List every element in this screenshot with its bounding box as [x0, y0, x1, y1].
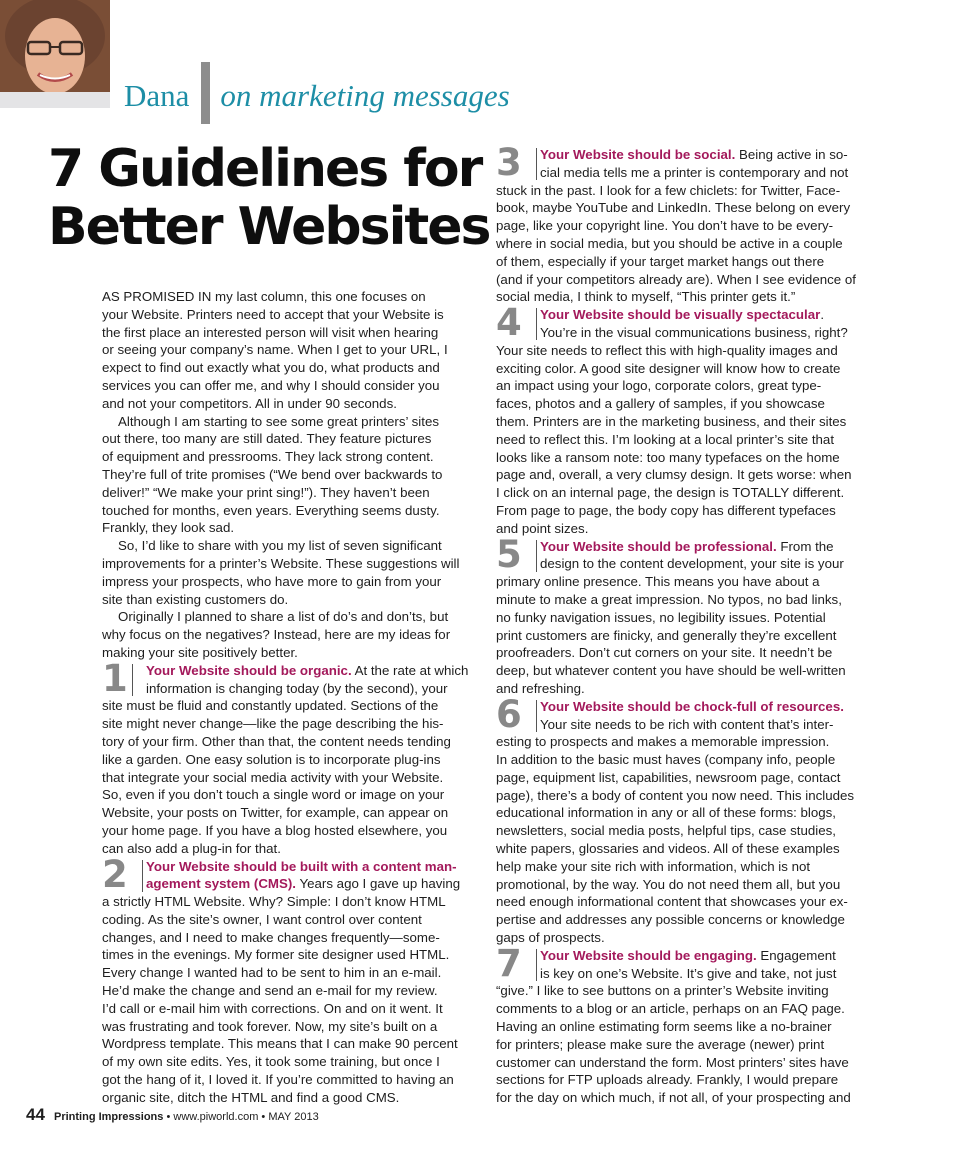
- guideline-number-divider: [142, 860, 143, 892]
- guideline-number-divider: [536, 148, 537, 180]
- guideline-line: customer can understand the form. Most printers’ sites have: [496, 1054, 849, 1070]
- guideline-line: “give.” I like to see buttons on a printer’s Website inviting: [496, 983, 829, 999]
- intro-line: impress your prospects, who have more to gain from your: [102, 573, 442, 589]
- guideline-line: help make your site rich with information, which is not: [496, 858, 811, 874]
- guideline-5: [496, 532, 858, 698]
- guideline-line: pertise and addresses any possible concerns or knowledge: [496, 912, 845, 928]
- guideline-number: 4: [496, 301, 522, 345]
- issue-date: MAY 2013: [268, 1111, 319, 1123]
- guideline-number: 3: [496, 141, 522, 184]
- guideline-line: faces, photos and a gallery of samples, if you showcase: [496, 396, 825, 412]
- guideline-line: changes, and I need to make changes frequently—some-: [102, 929, 440, 945]
- guideline-line: need to reflect this. I’m looking at a local printer’s site that: [496, 431, 835, 447]
- guideline-number-divider: [536, 949, 537, 981]
- guideline-line: them. Printers are in the marketing business, and their sites: [496, 413, 847, 429]
- guideline-inset-line: information is changing today (by the second), your: [146, 680, 448, 696]
- guideline-title-line: [102, 858, 462, 876]
- guideline-inset-line: You’re in the visual communications business, right?: [540, 324, 848, 340]
- guideline-line: an impact using your logo, corporate colors, great type-: [496, 378, 822, 394]
- intro-line: touched for months, even years. Everything seems dusty.: [102, 502, 440, 518]
- guideline-line: (and if your competitors already are). When I see evidence of: [496, 271, 856, 287]
- guideline-line: He’d make the change and send an e-mail for my review.: [102, 983, 438, 999]
- intro-line: So, I’d like to share with you my list of seven significant: [118, 538, 442, 554]
- headline-line-2: Better Websites: [48, 197, 490, 257]
- intro-line: or seeing your company’s name. When I get to your URL, I: [102, 342, 448, 358]
- guideline-line: In addition to the basic must haves (company info, people: [496, 752, 836, 768]
- guideline-inset-text: Engagement: [760, 947, 836, 963]
- guideline-inset-text: At the rate at which: [354, 662, 469, 678]
- guideline-line: page, equipment list, capabilities, newsroom page, contact: [496, 769, 841, 785]
- guideline-line: book, maybe YouTube and LinkedIn. These belong on every: [496, 200, 851, 216]
- guideline-line: Having an online estimating form seems like a no-brainer: [496, 1019, 832, 1035]
- guideline-title-line: [496, 698, 858, 716]
- guideline-title-line: [102, 662, 469, 680]
- page-footer: [26, 1105, 319, 1125]
- guideline-line: times in the evenings. My former site designer used HTML.: [102, 947, 450, 963]
- guideline-4: [496, 301, 858, 537]
- guideline-number-divider: [536, 540, 537, 572]
- guideline-title: Your Website should be visually spectacular: [540, 307, 821, 323]
- guideline-7: [496, 941, 858, 1107]
- guideline-line: of them, especially if your target market hangs out there: [496, 253, 825, 269]
- guideline-line: newsletters, social media posts, helpful tips, case studies,: [496, 823, 836, 839]
- guideline-number: 7: [496, 941, 522, 985]
- guideline-line: like a garden. One easy solution is to incorporate plug-ins: [102, 751, 441, 767]
- guideline-2: [102, 852, 462, 1107]
- page-number: 44: [26, 1105, 45, 1124]
- guideline-line: and refreshing.: [496, 680, 585, 696]
- guideline-title-line: [102, 875, 462, 893]
- guideline-line: sections for FTP uploads already. Frankly, I would prepare: [496, 1072, 839, 1088]
- guideline-line: gaps of prospects.: [496, 930, 605, 946]
- guideline-number: 6: [496, 692, 522, 736]
- intro-text: [102, 288, 462, 662]
- guideline-line: no funky navigation issues, no legibility issues. Potential: [496, 609, 826, 625]
- guideline-line: a strictly HTML Website. Why? Simple: I don’t know HTML: [102, 894, 446, 910]
- intro-line: Frankly, they look sad.: [102, 520, 235, 536]
- guideline-title-cont: agement system (CMS).: [146, 876, 296, 892]
- guideline-line: page), there’s a body of content you now need. This includes: [496, 787, 855, 803]
- guideline-number-divider: [536, 700, 537, 732]
- guideline-line: exciting color. A good site designer will know how to create: [496, 360, 841, 376]
- guideline-line: your home page. If you have a blog hosted elsewhere, you: [102, 822, 448, 838]
- guideline-inset-line: cial media tells me a printer is contemporary and not: [540, 164, 849, 180]
- guideline-line: stuck in the past. I look for a few chiclets: for Twitter, Face-: [496, 182, 841, 198]
- guideline-line: print customers are finicky, and generally they’re excellent: [496, 627, 837, 643]
- guideline-line: can also add a plug-in for that.: [102, 840, 281, 856]
- guideline-line: site might never change—like the page describing the his-: [102, 716, 444, 732]
- guideline-line: Every change I wanted had to be sent to him in an e-mail.: [102, 965, 442, 981]
- magazine-name: Printing Impressions: [53, 1111, 164, 1123]
- guideline-line: page, like your copyright line. You don’t have to be every-: [496, 218, 834, 234]
- guideline-line: coding. As the site’s owner, I want control over content: [102, 911, 422, 927]
- intro-line: They’re full of trite promises (“We bend over backwards to: [102, 466, 443, 482]
- guideline-line: for printers; please make sure the average (newer) print: [496, 1036, 825, 1052]
- guideline-line: primary online presence. This means you have about a: [496, 574, 820, 590]
- intro-line: expect to find out exactly what you do, what products and: [102, 360, 440, 376]
- guideline-1: [102, 656, 469, 858]
- guideline-title: Your Website should be organic.: [146, 662, 352, 678]
- column-tagline: on marketing messages: [220, 78, 510, 113]
- intro-line: improvements for a printer’s Website. These suggestions will: [102, 555, 460, 571]
- intro-line: out there, too many are still dated. They feature pictures: [102, 431, 432, 447]
- guideline-line: So, even if you don’t touch a single word or image on your: [102, 787, 445, 803]
- guideline-line: page and, overall, a very clumsy design. It gets worse: when: [496, 467, 852, 483]
- author-photo: [0, 0, 110, 108]
- guideline-line: comments to a blog or an article, perhaps on an FAQ page.: [496, 1001, 845, 1017]
- guideline-title: Your Website should be chock-full of resources.: [540, 698, 844, 714]
- guideline-inset-text: Years ago I gave up having: [299, 876, 461, 892]
- author-name: Dana: [124, 78, 190, 113]
- intro-line: site than existing customers do.: [102, 591, 289, 607]
- intro-line: making your site positively better.: [102, 644, 298, 660]
- guideline-line: and point sizes.: [496, 520, 589, 536]
- right-column: [496, 141, 858, 1107]
- footer-bullet: •: [261, 1111, 266, 1123]
- guideline-title-line: [496, 538, 858, 556]
- guideline-number-divider: [132, 664, 133, 696]
- guideline-line: deep, but whatever content you have should be well-written: [496, 663, 846, 679]
- guideline-number: 5: [496, 532, 522, 576]
- column-header: [124, 62, 510, 128]
- guideline-line: tory of your firm. Other than that, the content needs tending: [102, 733, 451, 749]
- guideline-line: got the hang of it, I loved it. If you’re committed to having an: [102, 1072, 454, 1088]
- guideline-inset-line: is key on one’s Website. It’s give and take, not just: [540, 965, 837, 981]
- guideline-line: where in social media, but you should be active in a couple: [496, 235, 843, 251]
- guideline-line: for the day on which much, if not all, of your prospecting and: [496, 1090, 851, 1106]
- intro-line: why focus on the negatives? Instead, here are my ideas for: [102, 627, 451, 643]
- guideline-title-line: [496, 146, 858, 164]
- guideline-line: educational information in any or all of these forms: blogs,: [496, 805, 836, 821]
- guideline-line: was frustrating and took forever. Now, my site’s built on a: [102, 1018, 438, 1034]
- guideline-inset-text: From the: [780, 538, 834, 554]
- guideline-title-line: [496, 306, 858, 324]
- intro-line: and not your competitors. All in under 90 seconds.: [102, 395, 397, 411]
- guideline-inset-text: .: [820, 307, 825, 323]
- guideline-line: proofreaders. Don’t cut corners on your site. It needn’t be: [496, 645, 833, 661]
- guideline-line: Wordpress template. This means that I can make 90 percent: [102, 1036, 458, 1052]
- guideline-title: Your Website should be professional.: [540, 538, 777, 554]
- guideline-line: esting to prospects and makes a memorable impression.: [496, 734, 830, 750]
- guideline-6: [496, 692, 858, 947]
- guideline-line: looks like a ransom note: too many typefaces on the home: [496, 449, 840, 465]
- article-headline: [48, 140, 489, 256]
- guideline-line: From page to page, the body copy has different typefaces: [496, 502, 836, 518]
- left-column: [102, 288, 469, 1107]
- guideline-3: [496, 141, 858, 306]
- guideline-line: social media, I think to myself, “This printer gets it.”: [496, 289, 796, 305]
- guideline-inset-line: Your site needs to be rich with content that’s inter-: [540, 716, 834, 732]
- intro-line: Originally I planned to share a list of do’s and don’ts, but: [118, 609, 449, 625]
- guideline-line: Your site needs to reflect this with high-quality images and: [496, 342, 838, 358]
- intro-line: deliver!” “We make your print sing!”). They haven’t been: [102, 484, 430, 500]
- guideline-line: minute to make a great impression. No typos, no bad links,: [496, 591, 842, 607]
- guideline-line: that integrate your social media activity with your Website.: [102, 769, 444, 785]
- guideline-inset-line: design to the content development, your site is your: [540, 556, 844, 572]
- magazine-website: www.piworld.com: [173, 1111, 259, 1123]
- guideline-line: of my own site edits. Yes, it took some training, but once I: [102, 1054, 440, 1070]
- guideline-line: promotional, by the way. You do not need them all, but you: [496, 876, 841, 892]
- guideline-title: Your Website should be engaging.: [540, 947, 757, 963]
- footer-bullet: •: [166, 1111, 171, 1123]
- header-divider: [201, 62, 210, 124]
- guideline-line: white papers, glossaries and videos. All of these examples: [496, 841, 840, 857]
- headline-line-1: 7 Guidelines for: [48, 139, 482, 199]
- guideline-line: need enough informational content that showcases your ex-: [496, 894, 848, 910]
- intro-line: AS PROMISED IN my last column, this one focuses on: [102, 289, 426, 304]
- intro-line: of equipment and pressrooms. They lack strong content.: [102, 449, 434, 465]
- guideline-number: 1: [102, 656, 128, 700]
- intro-line: the first place an interested person will visit when hearing: [102, 324, 439, 340]
- guideline-number-divider: [536, 308, 537, 340]
- intro-line: Although I am starting to see some great printers’ sites: [118, 413, 440, 429]
- guideline-title: Your Website should be built with a content man-: [146, 858, 457, 874]
- guideline-title-line: [496, 947, 858, 965]
- intro-line: services you can offer me, and why I should consider you: [102, 377, 440, 393]
- guideline-line: I click on an internal page, the design is TOTALLY different.: [496, 485, 845, 501]
- guideline-line: I’d call or e-mail him with corrections. On and on it went. It: [102, 1000, 443, 1016]
- guideline-line: Website, your posts on Twitter, for example, can appear on: [102, 805, 449, 821]
- guideline-title: Your Website should be social.: [540, 147, 736, 162]
- guideline-inset-text: Being active in so-: [739, 147, 848, 162]
- guideline-line: site must be fluid and constantly updated. Sections of the: [102, 698, 439, 714]
- guideline-number: 2: [102, 852, 128, 896]
- intro-line: your Website. Printers need to accept that your Website is: [102, 306, 444, 322]
- guideline-line: organic site, ditch the HTML and find a good CMS.: [102, 1089, 400, 1105]
